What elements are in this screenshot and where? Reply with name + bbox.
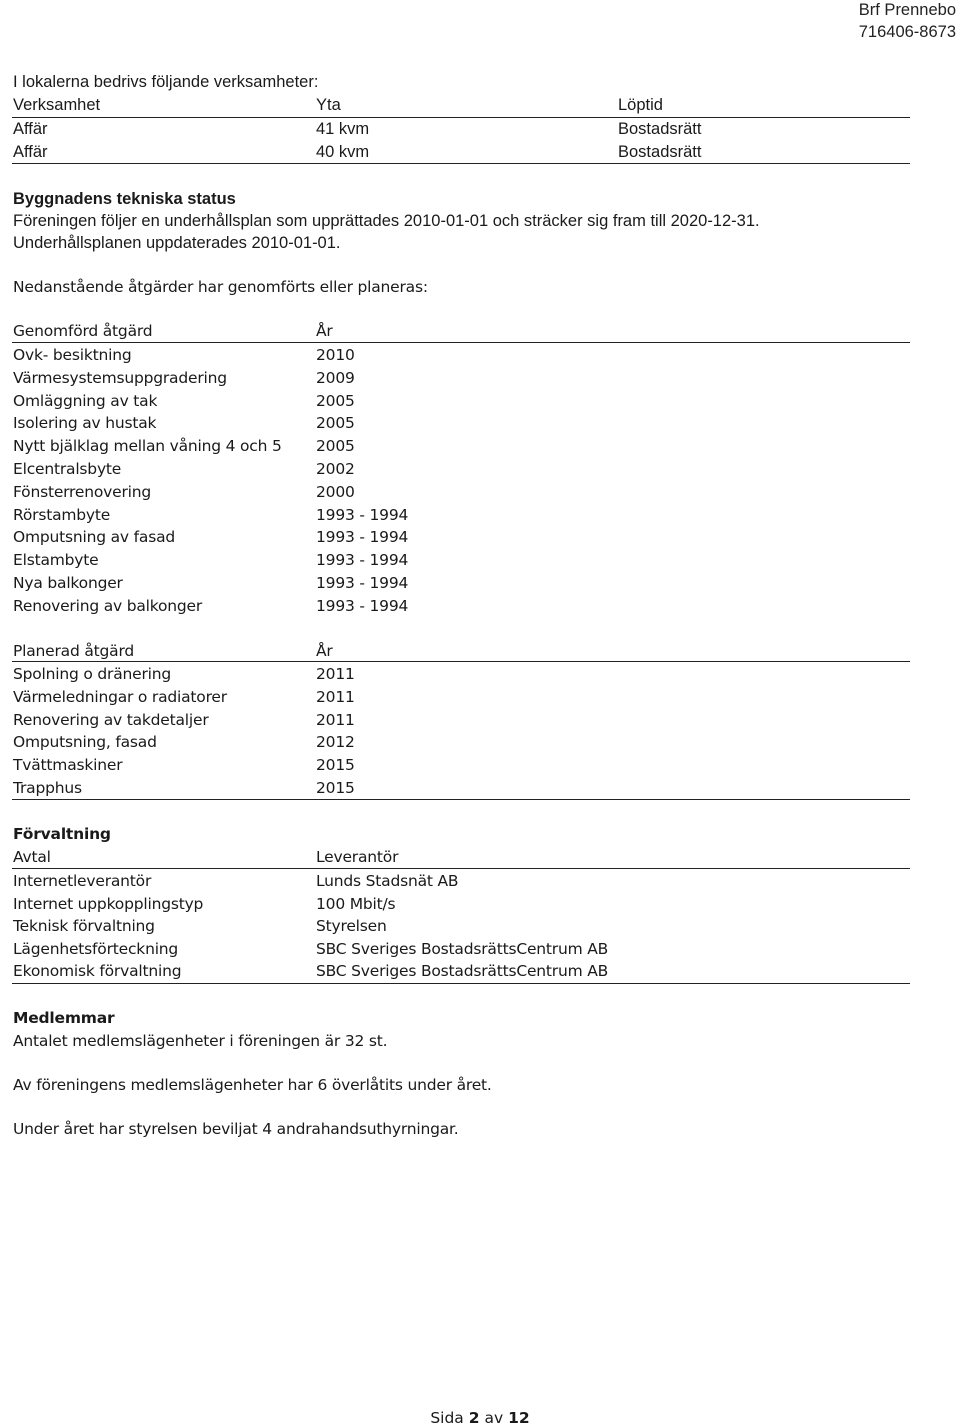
management-row-label: Lägenhetsförteckning	[13, 939, 179, 958]
management-row-value: 100 Mbit/s	[316, 894, 396, 913]
technical-title: Byggnadens tekniska status	[13, 190, 236, 208]
members-title: Medlemmar	[13, 1009, 115, 1027]
done-row-value: 1993 - 1994	[316, 505, 409, 524]
planned-row-value: 2015	[316, 779, 355, 797]
management-row-value: SBC Sveriges BostadsrättsCentrum AB	[316, 962, 609, 981]
footer-total-pages: 12	[508, 1409, 530, 1427]
premises-header-area: Yta	[316, 96, 341, 114]
org-name: Brf Prennebo	[858, 1, 956, 19]
planned-row-value: 2011	[316, 665, 355, 683]
planned-row-label: Omputsning, fasad	[13, 733, 157, 752]
done-row-value: 2005	[316, 437, 355, 456]
divider	[12, 342, 910, 343]
planned-header-measure: Planerad åtgärd	[13, 642, 135, 660]
divider	[12, 661, 910, 662]
footer-prefix: Sida	[430, 1409, 464, 1427]
premises-intro: I lokalerna bedrivs följande verksamheter:	[13, 73, 319, 91]
done-row-value: 1993 - 1994	[316, 574, 409, 592]
done-row-label: Isolering av hustak	[13, 414, 157, 433]
management-row-label: Internet uppkopplingstyp	[13, 894, 204, 913]
org-number: 716406-8673	[858, 23, 956, 41]
technical-line-2: Underhållsplanen uppdaterades 2010-01-01.	[13, 234, 341, 252]
done-header-year: År	[316, 322, 333, 340]
done-row-label: Fönsterrenovering	[13, 482, 151, 501]
done-row-label: Omputsning av fasad	[13, 528, 176, 547]
page-header	[859, 0, 956, 43]
footer-page-number: 2	[468, 1409, 480, 1427]
management-row-label: Ekonomisk förvaltning	[13, 962, 182, 981]
planned-row-value: 2011	[316, 687, 355, 706]
premises-header-activity: Verksamhet	[13, 96, 101, 114]
management-row-label: Teknisk förvaltning	[13, 917, 155, 936]
premises-cell: Bostadsrätt	[618, 143, 702, 161]
page-footer	[0, 1408, 960, 1428]
management-row-label: Internetleverantör	[13, 872, 152, 890]
done-row-value: 2005	[316, 391, 355, 410]
premises-cell: 40 kvm	[316, 143, 370, 161]
done-row-label: Elcentralsbyte	[13, 460, 122, 478]
done-row-label: Värmesystemsuppgradering	[13, 368, 227, 387]
planned-header-year: År	[316, 642, 333, 660]
planned-row-label: Trapphus	[13, 779, 82, 797]
planned-row-value: 2012	[316, 733, 355, 752]
done-row-label: Nya balkonger	[13, 574, 123, 592]
management-row-value: SBC Sveriges BostadsrättsCentrum AB	[316, 939, 609, 958]
planned-row-value: 2011	[316, 710, 355, 729]
done-row-label: Ovk- besiktning	[13, 346, 132, 364]
members-line-1: Antalet medlemslägenheter i föreningen är 32 st.	[13, 1032, 388, 1050]
done-row-value: 2005	[316, 414, 355, 433]
technical-intro: Nedanstående åtgärder har genomförts eller planeras:	[13, 278, 428, 296]
management-row-value: Styrelsen	[316, 917, 387, 936]
done-row-label: Nytt bjälklag mellan våning 4 och 5	[13, 437, 282, 456]
divider	[12, 868, 910, 869]
done-row-label: Omläggning av tak	[13, 391, 158, 410]
divider	[12, 799, 910, 800]
done-row-label: Rörstambyte	[13, 505, 111, 524]
done-row-value: 1993 - 1994	[316, 551, 409, 570]
management-header-contract: Avtal	[13, 848, 51, 866]
done-row-value: 2009	[316, 368, 355, 387]
done-row-value: 1993 - 1994	[316, 596, 409, 615]
members-line-3: Under året har styrelsen beviljat 4 andrahandsuthyrningar.	[13, 1120, 459, 1138]
premises-cell: Affär	[13, 143, 48, 161]
premises-cell: 41 kvm	[316, 120, 370, 138]
technical-line-1: Föreningen följer en underhållsplan som upprättades 2010-01-01 och sträcker sig fram till 2020-12-31.	[13, 212, 760, 230]
planned-row-label: Tvättmaskiner	[13, 756, 123, 775]
premises-cell: Affär	[13, 120, 48, 138]
premises-cell: Bostadsrätt	[618, 120, 702, 138]
divider	[12, 983, 910, 984]
done-row-label: Renovering av balkonger	[13, 596, 203, 615]
done-row-label: Elstambyte	[13, 551, 99, 570]
divider	[12, 117, 910, 118]
members-line-2: Av föreningens medlemslägenheter har 6 överlåtits under året.	[13, 1076, 492, 1094]
management-row-value: Lunds Stadsnät AB	[316, 872, 459, 890]
done-row-value: 2000	[316, 482, 355, 501]
premises-header-term: Löptid	[618, 96, 663, 114]
done-row-value: 2002	[316, 460, 355, 478]
management-title: Förvaltning	[13, 825, 111, 843]
done-header-measure: Genomförd åtgärd	[13, 322, 153, 340]
planned-row-label: Renovering av takdetaljer	[13, 710, 209, 729]
management-header-supplier: Leverantör	[316, 848, 399, 866]
divider	[12, 163, 910, 164]
planned-row-label: Spolning o dränering	[13, 665, 172, 683]
done-row-value: 1993 - 1994	[316, 528, 409, 547]
done-row-value: 2010	[316, 346, 355, 364]
footer-middle: av	[484, 1409, 504, 1427]
planned-row-value: 2015	[316, 756, 355, 775]
planned-row-label: Värmeledningar o radiatorer	[13, 687, 227, 706]
